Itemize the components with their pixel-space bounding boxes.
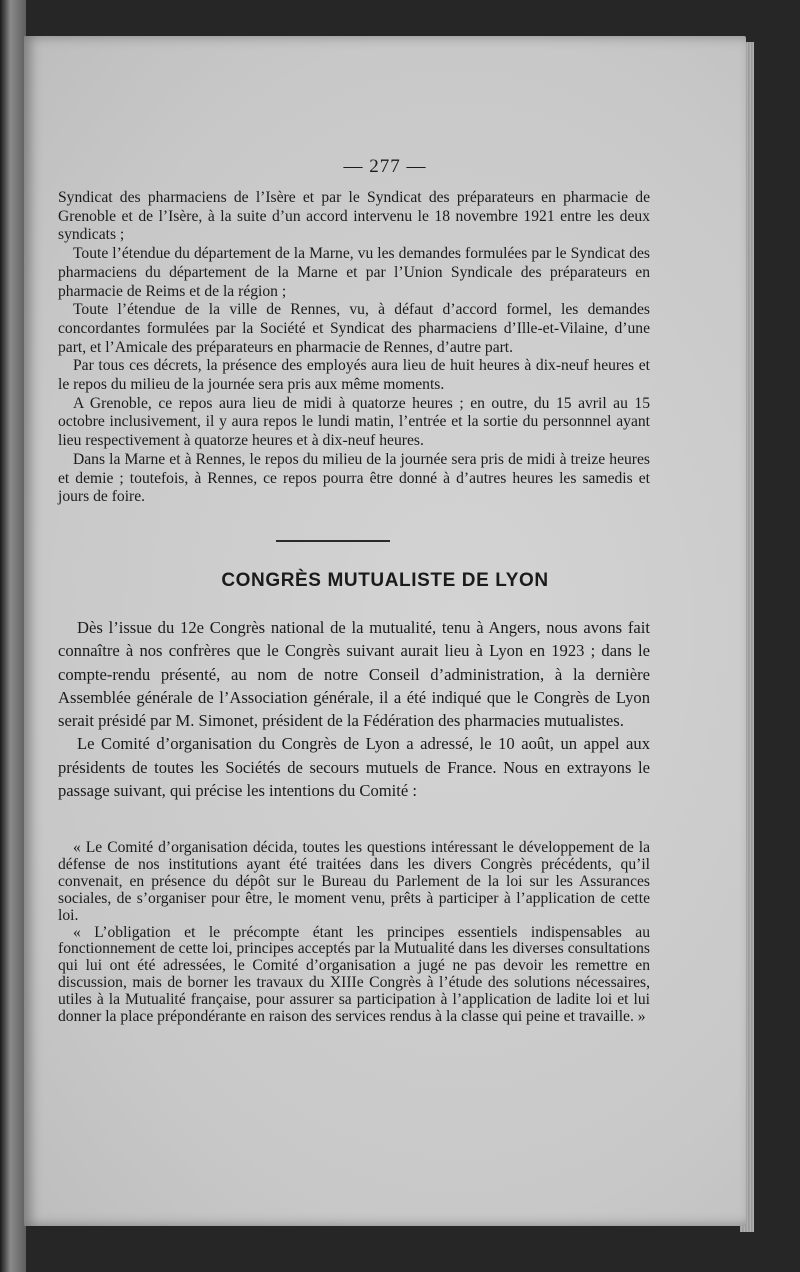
paragraph: Dès l’issue du 12e Congrès national de la mutualité, tenu à Angers, nous avons fait connaître à nos confrères que le Congrès suivant aurait lieu à Lyon en 1923 ; dans le compte-rendu présenté, au nom de notre Conseil d’administration, à la dernière Assemblée générale de l’Association générale, il a été indiqué que le Congrès de Lyon serait présidé par M. Simonet, président de la Fédération des pharmacies mutualistes. — [58, 618, 650, 731]
paragraph: Toute l’étendue du département de la Marne, vu les demandes formulées par le Syndicat des pharmaciens du département de la Marne et par l’Union Syndicale des préparateurs en pharmacie de Reims et de la région ; — [58, 245, 650, 300]
paragraph: Dans la Marne et à Rennes, le repos du milieu de la journée sera pris de midi à treize heures et demie ; toutefois, à Rennes, ce repos pourra être donné à d’autres heures les samedis et jours de foire. — [58, 450, 650, 506]
paragraph: Toute l’étendue de la ville de Rennes, vu, à défaut d’accord formel, les demandes concordantes formulées par la Société et Syndicat des pharmaciens d’Ille-et-Vilaine, d’une part, et l’Amicale des préparateurs en pharmacie de Rennes, d’autre part. — [58, 301, 650, 356]
section-heading: CONGRÈS MUTUALISTE DE LYON — [221, 570, 549, 591]
paragraph: Syndicat des pharmaciens de l’Isère et par le Syndicat des préparateurs en pharmacie de Grenoble et de l’Isère, à la suite d’un accord intervenu le 18 novembre 1921 entre les deux syndicats ; — [58, 189, 650, 244]
paragraph: Le Comité d’organisation du Congrès de Lyon a adressé, le 10 août, un appel aux présidents de toutes les Sociétés de secours mutuels de France. Nous en extrayons le passage suivant, qui précise les intentions du Comité : — [58, 734, 650, 801]
section-body — [58, 616, 650, 802]
quotation-block — [58, 840, 650, 1026]
book-page — [24, 36, 746, 1226]
paragraph: A Grenoble, ce repos aura lieu de midi à quatorze heures ; en outre, du 15 avril au 15 octobre inclusivement, il y aura repos le lundi matin, l’entrée et la sortie du personnnel ayant lieu respectivement à quatorze heures et à dix-neuf heures. — [58, 394, 650, 450]
top-text-block — [58, 189, 650, 507]
quote-paragraph: « Le Comité d’organisation décida, toutes les questions intéressant le développement de la défense de nos institutions ayant été traitées dans les divers Congrès précédents, qu’il convenait, en présence du dépôt sur le Bureau du Parlement de la loi sur les Assurances sociales, de s’organiser pour être, le moment venu, prêts à participer à l’application de cette loi. — [58, 839, 650, 924]
paragraph: Par tous ces décrets, la présence des employés aura lieu de huit heures à dix-neuf heures et le repos du milieu de la journée sera pris aux même moments. — [58, 357, 650, 394]
section-divider — [276, 540, 390, 542]
quote-paragraph: « L’obligation et le précompte étant les principes essentiels indispensables au fonctionnement de cette loi, principes acceptés par la Mutualité dans les diverses consultations qui lui ont été adressées, le Comité d’organisation a jugé ne pas devoir les remettre en discussion, mais de borner les travaux du XIIIe Congrès à l’étude des solutions nécessaires, utiles à la Mutualité française, pour assurer sa participation à l’application de ladite loi et lui donner la place prépondérante en raison des services rendus à la classe qui peine et travaille. » — [58, 923, 650, 1026]
facing-page-edge — [0, 0, 26, 1272]
page-number: — 277 — — [343, 156, 427, 177]
